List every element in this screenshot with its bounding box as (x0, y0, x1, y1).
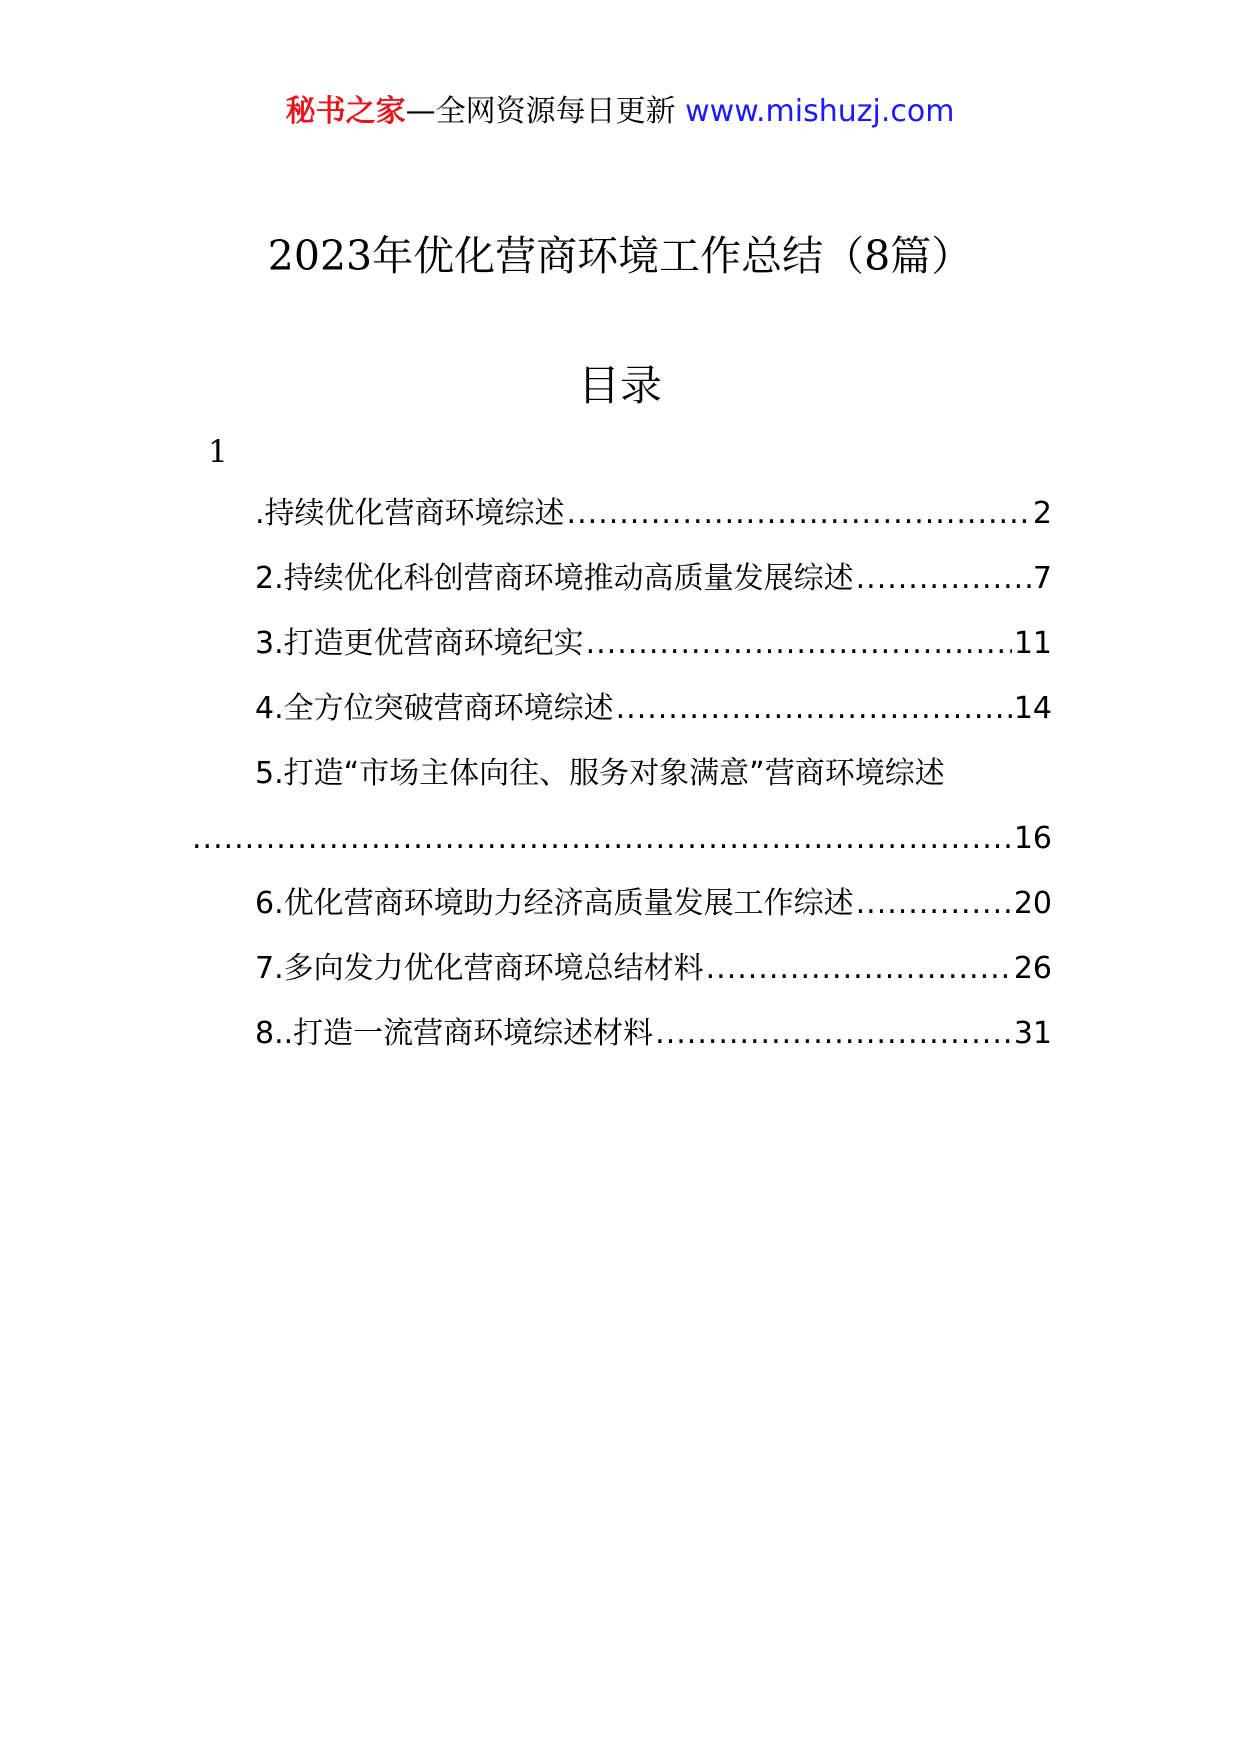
toc-entry-title: 3.打造更优营商环境纪实 (255, 626, 584, 661)
toc-leader-dots (567, 492, 1031, 536)
site-url-link[interactable]: www.mishuzj.com (685, 94, 955, 129)
toc-entry-8[interactable] (190, 1012, 1052, 1077)
toc-entry-title: 7.多向发力优化营商环境总结材料 (255, 951, 704, 986)
toc-entry-6[interactable] (190, 882, 1052, 947)
toc-entry-4[interactable] (190, 687, 1052, 752)
toc-leader-dots (856, 882, 1012, 926)
toc-entry-title: 4.全方位突破营商环境综述 (255, 691, 614, 726)
toc-entry-page: 26 (1013, 951, 1052, 986)
toc-entry-page: 16 (1013, 821, 1052, 856)
toc-entry-title: 5.打造“市场主体向往、服务对象满意”营商环境综述 (255, 756, 945, 791)
toc-leader-dots (655, 1012, 1012, 1056)
toc-entry-5-continuation[interactable] (190, 817, 1052, 882)
toc-marker: 1 (208, 434, 228, 470)
toc-entry-title: .持续优化营商环境综述 (255, 496, 565, 531)
toc-leader-dots (616, 687, 1012, 731)
toc-entry-title: 2.持续优化科创营商环境推动高质量发展综述 (255, 561, 854, 596)
document-title: 2023年优化营商环境工作总结（8篇） (267, 232, 973, 280)
toc-leader-dots (706, 947, 1012, 991)
site-header (0, 92, 1240, 132)
toc-entry-page: 14 (1013, 691, 1052, 726)
toc-entry-page: 7 (1032, 561, 1052, 596)
toc-entry-1[interactable] (190, 492, 1052, 557)
toc-leader-dots (856, 557, 1031, 601)
toc-heading: 目录 (577, 361, 662, 410)
toc-entry-title: 8..打造一流营商环境综述材料 (255, 1016, 654, 1051)
toc-entry-3[interactable] (190, 622, 1052, 687)
table-of-contents (190, 492, 1052, 1077)
toc-entry-page: 20 (1013, 886, 1052, 921)
header-tagline: —全网资源每日更新 (405, 94, 676, 129)
toc-leader-dots (586, 622, 1012, 666)
toc-entry-page: 11 (1013, 626, 1052, 661)
toc-entry-page: 2 (1032, 496, 1052, 531)
toc-entry-title: 6.优化营商环境助力经济高质量发展工作综述 (255, 886, 854, 921)
brand-name: 秘书之家 (285, 94, 406, 129)
toc-entry-7[interactable] (190, 947, 1052, 1012)
toc-leader-dots (192, 817, 1012, 861)
toc-entry-5[interactable] (190, 752, 1052, 817)
toc-entry-2[interactable] (190, 557, 1052, 622)
toc-entry-page: 31 (1013, 1016, 1052, 1051)
